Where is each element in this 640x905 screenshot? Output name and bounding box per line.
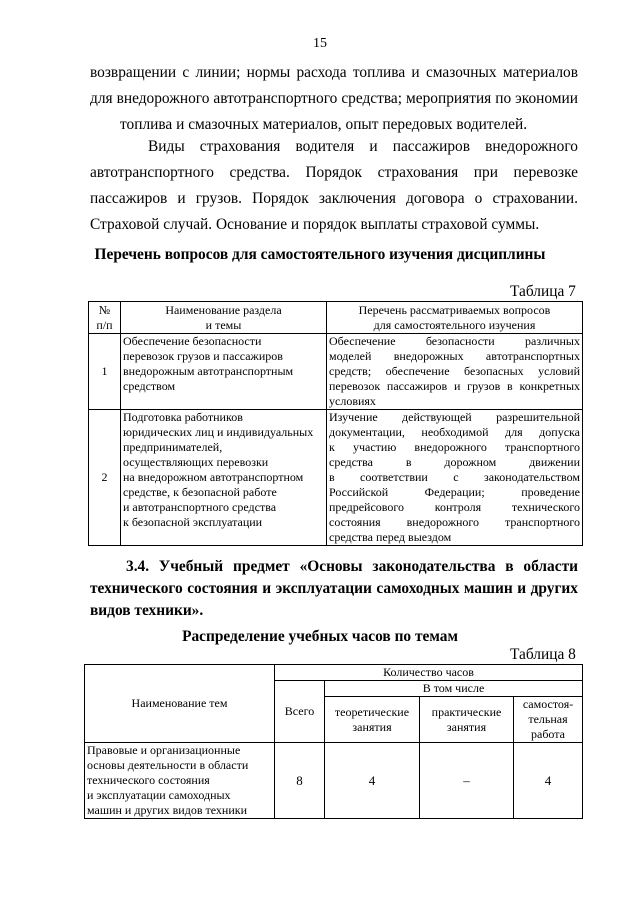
text-line: топлива и смазочных материалов, опыт передовых водителей. bbox=[120, 116, 528, 133]
header-including: В том числе bbox=[325, 681, 583, 697]
text-line: автотранспортного средства. Порядок страхования при перевозке bbox=[90, 164, 578, 181]
row-theory: 4 bbox=[325, 743, 420, 819]
table-header-row bbox=[89, 302, 583, 334]
text-line: возвращении с линии; нормы расхода топлива и смазочных материалов bbox=[90, 64, 578, 81]
text-line: пассажиров и грузов. Порядок заключения договора о страховании. bbox=[90, 190, 578, 207]
text-line: видов техники». bbox=[90, 602, 204, 619]
text-line: Страховой случай. Основание и порядок выплаты страховой суммы. bbox=[90, 216, 540, 233]
text-line: 3.4. Учебный предмет «Основы законодательства в области bbox=[126, 558, 578, 575]
table-7-label: Таблица 7 bbox=[510, 283, 576, 300]
table-row bbox=[89, 334, 583, 410]
text-line: для внедорожного автотранспортного средства; мероприятия по экономии bbox=[90, 90, 578, 107]
row-topic: Правовые и организационные основы деятельности в области технического состояния и эксплуатации самоходных машин и других видов техники bbox=[85, 743, 275, 819]
table-8-label: Таблица 8 bbox=[510, 646, 576, 663]
row-section: Обеспечение безопасности перевозок грузов и пассажиров внедорожным автотранспортным средством bbox=[121, 334, 327, 410]
row-practice: – bbox=[420, 743, 514, 819]
row-total: 8 bbox=[275, 743, 325, 819]
section-3-4-heading bbox=[90, 556, 578, 622]
header-topic: Наименование тем bbox=[85, 665, 275, 743]
paragraph-fuel bbox=[90, 60, 578, 138]
row-num: 2 bbox=[89, 410, 121, 546]
paragraph-insurance bbox=[90, 134, 578, 238]
header-section: Наименование раздела и темы bbox=[121, 302, 327, 334]
row-questions: Обеспечение безопасности различных моделей внедорожных автотранспортных средств; обеспечение безопасных условий перевозок пассажиров и грузов в конкретных условиях bbox=[327, 334, 583, 410]
hours-heading: Распределение учебных часов по темам bbox=[182, 628, 458, 645]
text-line: Виды страхования водителя и пассажиров внедорожного bbox=[148, 138, 578, 155]
header-independent: самостоя- тельная работа bbox=[514, 697, 583, 743]
header-theory: теоретические занятия bbox=[325, 697, 420, 743]
table-row bbox=[89, 410, 583, 546]
header-total: Всего bbox=[275, 681, 325, 743]
header-questions: Перечень рассматриваемых вопросов для самостоятельного изучения bbox=[327, 302, 583, 334]
table-row bbox=[85, 743, 583, 819]
row-questions: Изучение действующей разрешительной документации, необходимой для допуска к участию внедорожного транспортного средства в дорожном движении в соответствии с законодательством Российской Федерации; проведение предрейсового контроля технического состояния внедорожного транспортного средства перед выездом bbox=[327, 410, 583, 546]
self-study-heading: Перечень вопросов для самостоятельного изучения дисциплины bbox=[94, 246, 546, 263]
header-practice: практические занятия bbox=[420, 697, 514, 743]
row-independent: 4 bbox=[514, 743, 583, 819]
header-num: № п/п bbox=[89, 302, 121, 334]
text-line: технического состояния и эксплуатации самоходных машин и других bbox=[90, 580, 578, 597]
page-number: 15 bbox=[313, 36, 327, 51]
header-hours-count: Количество часов bbox=[275, 665, 583, 681]
hours-table bbox=[84, 664, 583, 819]
row-num: 1 bbox=[89, 334, 121, 410]
row-section: Подготовка работников юридических лиц и индивидуальных предпринимателей, осуществляющих перевозки на внедорожном автотранспортном средстве, к безопасной работе и автотранспортного средства к безопасной эксплуатации bbox=[121, 410, 327, 546]
self-study-table bbox=[88, 301, 583, 546]
table-header-row bbox=[85, 665, 583, 681]
